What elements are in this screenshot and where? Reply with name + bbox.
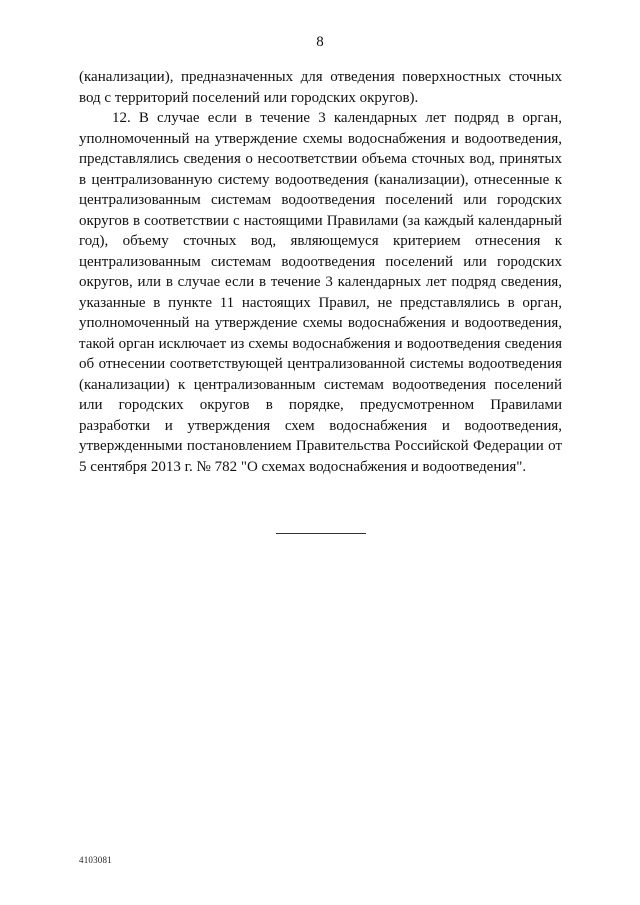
page-number: 8	[316, 34, 324, 50]
document-code: 4103081	[79, 855, 112, 865]
paragraph-item-12: 12. В случае если в течение 3 календарных лет подряд в орган, уполномоченный на утверждение схемы водоснабжения и водоотведения, представлялись сведения о несоответствии объема сточных вод, принятых в централизованную систему водоотведения (канализации), отнесенные к централизованным системам водоотведения поселений или городских округов в соответствии с настоящими Правилами (за каждый календарный год), объему сточных вод, являющемуся критерием отнесения к централизованным системам водоотведения поселений или городских округов, или в случае если в течение 3 календарных лет подряд сведения, указанные в пункте 11 настоящих Правил, не представлялись в орган, уполномоченный на утверждение схемы водоснабжения и водоотведения, такой орган исключает из схемы водоснабжения и водоотведения сведения об отнесении соответствующей централизованной системы водоотведения (канализации) к централизованным системам водоотведения поселений или городских округов в порядке, предусмотренном Правилами разработки и утверждения схем водоснабжения и водоотведения, утвержденными постановлением Правительства Российской Федерации от 5 сентября 2013 г. № 782 "О схемах водоснабжения и водоотведения".	[79, 110, 562, 475]
document-body	[79, 67, 562, 477]
paragraph-continuation: (канализации), предназначенных для отведения поверхностных сточных вод с территорий поселений или городских округов).	[79, 69, 562, 106]
end-of-text-divider	[276, 533, 366, 534]
